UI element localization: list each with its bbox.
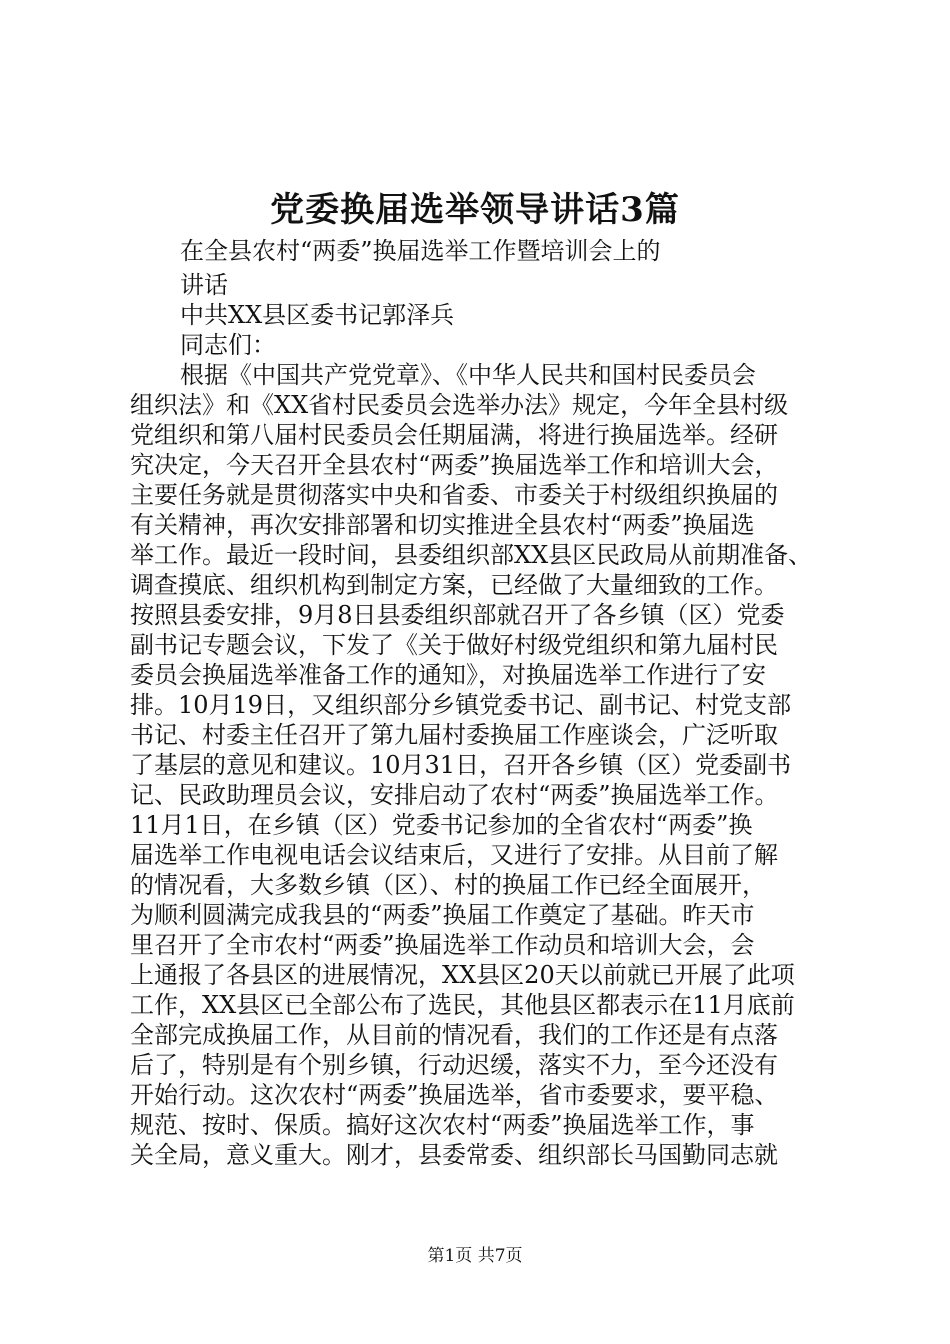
body-line: 关全局，意义重大。刚才，县委常委、组织部长马国勤同志就 — [130, 1141, 778, 1169]
body-line: 调查摸底、组织机构到制定方案，已经做了大量细致的工作。 — [130, 571, 778, 599]
body-line: 排。10月19日，又组织部分乡镇党委书记、副书记、村党支部 — [130, 691, 792, 719]
body-line: 按照县委安排，9月8日县委组织部就召开了各乡镇（区）党委 — [130, 601, 785, 629]
body-line: 全部完成换届工作，从目前的情况看，我们的工作还是有点落 — [130, 1021, 778, 1049]
body-line: 党组织和第八届村民委员会任期届满，将进行换届选举。经研 — [130, 421, 778, 449]
body-line: 根据《中国共产党党章》、《中华人民共和国村民委员会 — [180, 361, 756, 389]
header-line: 讲话 — [180, 271, 228, 299]
header-line: 在全县农村“两委”换届选举工作暨培训会上的 — [180, 237, 661, 265]
body-line: 开始行动。这次农村“两委”换届选举，省市委要求，要平稳、 — [130, 1081, 779, 1109]
body-line: 后了，特别是有个别乡镇，行动迟缓，落实不力，至今还没有 — [130, 1051, 778, 1079]
body-line: 组织法》和《XX省村民委员会选举办法》规定，今年全县村级 — [130, 391, 789, 419]
body-line: 有关精神，再次安排部署和切实推进全县农村“两委”换届选 — [130, 511, 755, 539]
body-line: 委员会换届选举准备工作的通知》，对换届选举工作进行了安 — [130, 661, 766, 689]
body-line: 举工作。最近一段时间，县委组织部XX县区民政局从前期准备、 — [130, 541, 813, 569]
body-line: 规范、按时、保质。搞好这次农村“两委”换届选举工作，事 — [130, 1111, 755, 1139]
body-line: 副书记专题会议，下发了《关于做好村级党组织和第九届村民 — [130, 631, 778, 659]
document-title: 党委换届选举领导讲话3篇 — [270, 190, 680, 230]
body-line: 的情况看，大多数乡镇（区）、村的换届工作已经全面展开， — [130, 871, 766, 899]
body-line: 为顺利圆满完成我县的“两委”换届工作奠定了基础。昨天市 — [130, 901, 755, 929]
body-line: 书记、村委主任召开了第九届村委换届工作座谈会，广泛听取 — [130, 721, 778, 749]
body-line: 上通报了各县区的进展情况，XX县区20天以前就已开展了此项 — [130, 961, 795, 989]
body-line: 究决定，今天召开全县农村“两委”换届选举工作和培训大会， — [130, 451, 779, 479]
header-line: 同志们： — [180, 331, 276, 359]
body-line: 了基层的意见和建议。10月31日，召开各乡镇（区）党委副书 — [130, 751, 792, 779]
body-line: 11月1日，在乡镇（区）党委书记参加的全省农村“两委”换 — [130, 811, 753, 839]
header-line: 中共XX县区委书记郭泽兵 — [180, 301, 455, 329]
body-line: 主要任务就是贯彻落实中央和省委、市委关于村级组织换届的 — [130, 481, 778, 509]
body-line: 里召开了全市农村“两委”换届选举工作动员和培训大会，会 — [130, 931, 755, 959]
page-number-footer: 第1页 共7页 — [427, 1246, 523, 1266]
body-line: 工作，XX县区已全部公布了选民，其他县区都表示在11月底前 — [130, 991, 795, 1019]
body-line: 记、民政助理员会议，安排启动了农村“两委”换届选举工作。 — [130, 781, 779, 809]
body-line: 届选举工作电视电话会议结束后，又进行了安排。从目前了解 — [130, 841, 778, 869]
